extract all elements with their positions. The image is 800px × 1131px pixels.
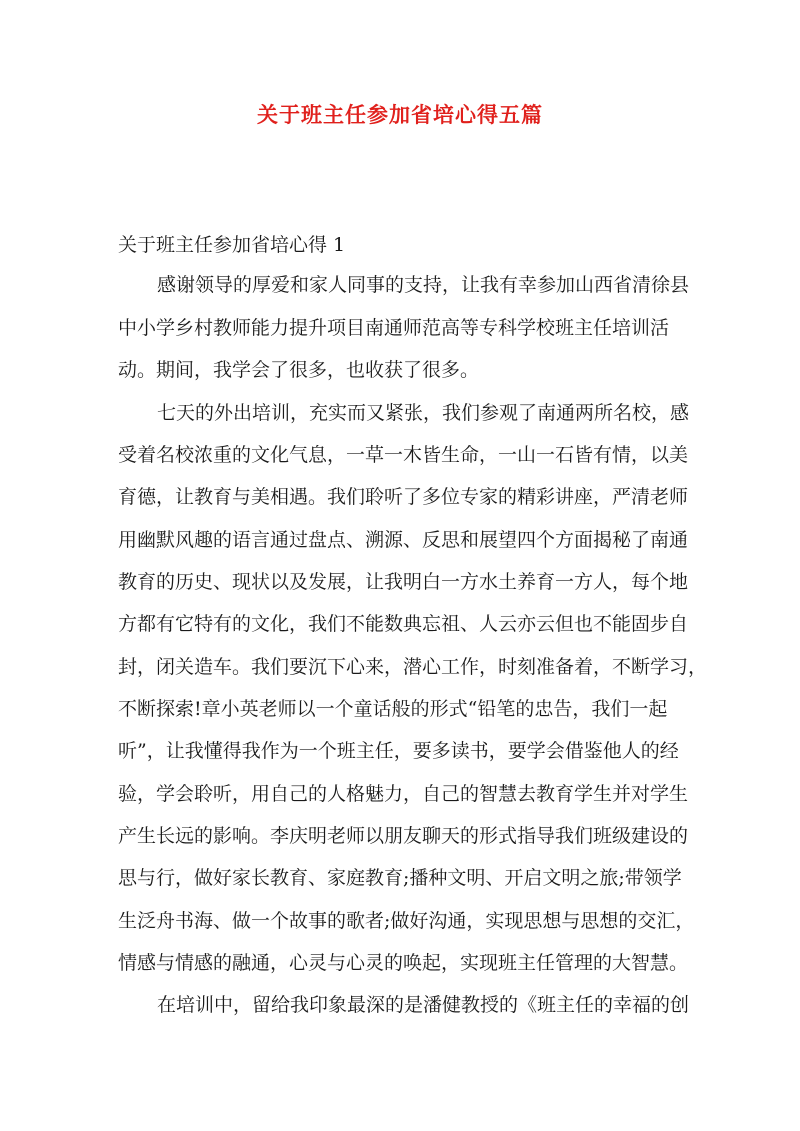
paragraph-line: 情感与情感的融通，心灵与心灵的唤起，实现班主任管理的大智慧。: [118, 952, 689, 974]
paragraph-line: 思与行，做好家长教育、家庭教育;播种文明、开启文明之旅;带领学: [118, 867, 682, 889]
paragraph-line: 在培训中，留给我印象最深的是潘健教授的《班主任的幸福的创: [157, 994, 690, 1016]
paragraph-line: 育德，让教育与美相遇。我们聆听了多位专家的精彩讲座，严清老师: [118, 486, 689, 508]
paragraph-line: 用幽默风趣的语言通过盘点、溯源、反思和展望四个方面揭秘了南通: [118, 529, 689, 551]
paragraph-line: 方都有它特有的文化，我们不能数典忘祖、人云亦云但也不能固步自: [118, 613, 689, 635]
paragraph-line: 感谢领导的厚爱和家人同事的支持，让我有幸参加山西省清徐县: [157, 274, 690, 296]
paragraph-line: 听”，让我懂得我作为一个班主任，要多读书，要学会借鉴他人的经: [118, 740, 679, 762]
paragraph-line: 教育的历史、现状以及发展，让我明白一方水土养育一方人，每个地: [118, 571, 689, 593]
paragraph-line: 中小学乡村教师能力提升项目南通师范高等专科学校班主任培训活: [118, 317, 670, 339]
paragraph-line: 动。期间，我学会了很多，也收获了很多。: [118, 359, 480, 381]
paragraph-line: 验，学会聆听，用自己的人格魅力，自己的智慧去教育学生并对学生: [118, 783, 689, 805]
section-heading: 关于班主任参加省培心得 1: [118, 234, 346, 256]
paragraph-line: 不断探索!章小英老师以一个童话般的形式“铅笔的忠告，我们一起: [118, 698, 668, 720]
paragraph-line: 七天的外出培训，充实而又紧张，我们参观了南通两所名校，感: [157, 402, 690, 424]
paragraph-line: 受着名校浓重的文化气息，一草一木皆生命，一山一石皆有情，以美: [118, 444, 689, 466]
paragraph-line: 生泛舟书海、做一个故事的歌者;做好沟通，实现思想与思想的交汇，: [118, 910, 695, 932]
document-title: 关于班主任参加省培心得五篇: [257, 102, 543, 127]
paragraph-line: 产生长远的影响。李庆明老师以朋友聊天的形式指导我们班级建设的: [118, 825, 689, 847]
paragraph-line: 封，闭关造车。我们要沉下心来，潜心工作，时刻准备着，不断学习，: [118, 656, 708, 678]
